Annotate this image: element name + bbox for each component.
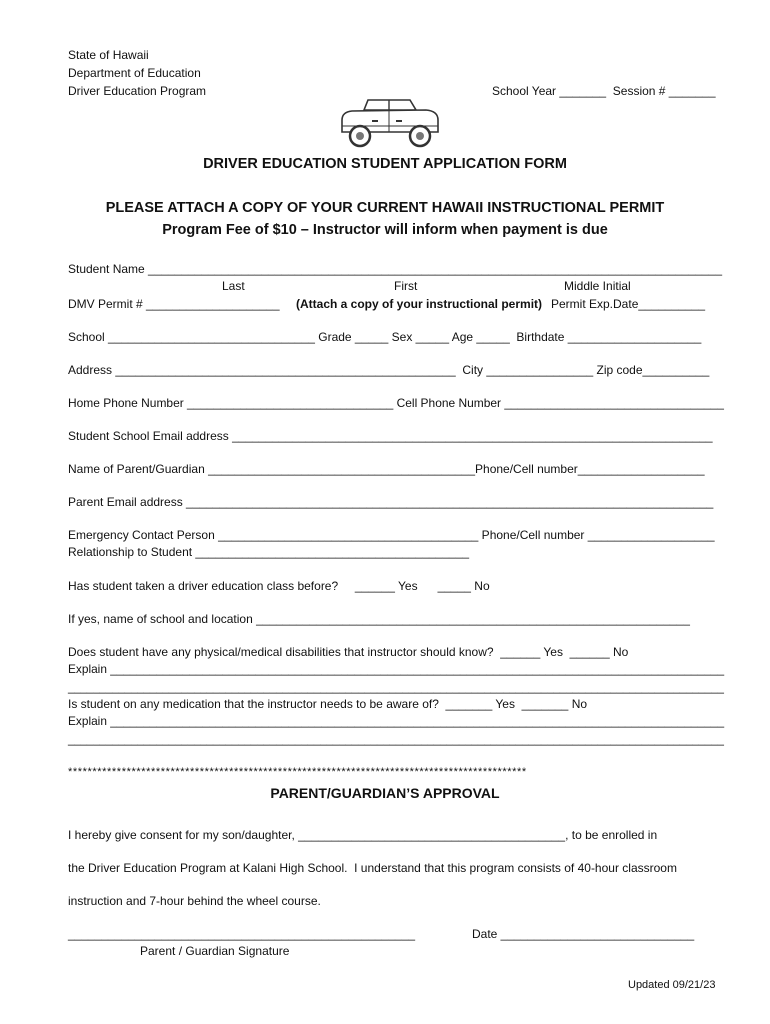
prior-class-question[interactable]: Has student taken a driver education class before? ______ Yes _____ No <box>68 579 490 593</box>
name-first-label: First <box>394 279 418 293</box>
dmv-permit-field[interactable]: DMV Permit # ____________________ <box>68 297 280 311</box>
permit-notice: PLEASE ATTACH A COPY OF YOUR CURRENT HAWAII INSTRUCTIONAL PERMIT <box>105 200 665 216</box>
parent-email-field[interactable]: Parent Email address _______________________________________________________________________________ <box>68 495 714 509</box>
signature-line[interactable]: ____________________________________________________ <box>68 927 416 941</box>
permit-exp-field[interactable]: Permit Exp.Date__________ <box>551 297 706 311</box>
header-state: State of Hawaii <box>68 48 149 62</box>
medication-explain-cont[interactable]: ________________________________________________________________________________________________________ <box>68 732 724 746</box>
consent-line-3: instruction and 7-hour behind the wheel course. <box>68 894 321 908</box>
disabilities-question[interactable]: Does student have any physical/medical disabilities that instructor should know? ______ Yes ______ No <box>68 645 629 659</box>
consent-line-2: the Driver Education Program at Kalani High School. I understand that this program consists of 40-hour classroom <box>68 861 677 875</box>
fee-notice: Program Fee of $10 – Instructor will inform when payment is due <box>162 222 608 238</box>
student-name-field[interactable]: Student Name ______________________________________________________________________________________ <box>68 262 722 276</box>
date-field[interactable]: Date _____________________________ <box>472 927 695 941</box>
medication-question[interactable]: Is student on any medication that the instructor needs to be aware of? _______ Yes _______ No <box>68 697 588 711</box>
approval-title: PARENT/GUARDIAN’S APPROVAL <box>270 785 500 801</box>
school-year-session[interactable]: School Year _______ Session # _______ <box>492 84 716 98</box>
student-email-field[interactable]: Student School Email address ________________________________________________________________________ <box>68 429 713 443</box>
name-middle-label: Middle Initial <box>564 279 631 293</box>
disabilities-explain-cont[interactable]: ________________________________________________________________________________________________________ <box>68 680 724 694</box>
disabilities-explain[interactable]: Explain _____________________________________________________________________________________________ <box>68 662 725 676</box>
prior-school-field[interactable]: If yes, name of school and location _________________________________________________________________ <box>68 612 690 626</box>
name-last-label: Last <box>222 279 245 293</box>
form-title: DRIVER EDUCATION STUDENT APPLICATION FORM <box>203 156 567 172</box>
emergency-contact-field[interactable]: Emergency Contact Person _______________________________________ Phone/Cell number ___________________ <box>68 528 715 542</box>
header-program: Driver Education Program <box>68 84 207 98</box>
parent-name-phone[interactable]: Name of Parent/Guardian ________________________________________Phone/Cell number___________________ <box>68 462 705 476</box>
address-city-zip[interactable]: Address ___________________________________________________ City ________________ Zip code__________ <box>68 363 710 377</box>
separator-line: ********************************************************************************************** <box>68 766 527 778</box>
phone-numbers[interactable]: Home Phone Number _______________________________ Cell Phone Number _________________________________ <box>68 396 724 410</box>
header-department: Department of Education <box>68 66 201 80</box>
car-icon <box>334 96 444 152</box>
dmv-attach-note: (Attach a copy of your instructional permit) <box>296 297 543 311</box>
signature-label: Parent / Guardian Signature <box>140 944 290 958</box>
medication-explain[interactable]: Explain _____________________________________________________________________________________________ <box>68 714 725 728</box>
school-grade-sex-age-birthdate[interactable]: School _______________________________ Grade _____ Sex _____ Age _____ Birthdate ____________________ <box>68 330 702 344</box>
updated-date: Updated 09/21/23 <box>628 979 716 991</box>
relationship-field[interactable]: Relationship to Student _________________________________________ <box>68 545 470 559</box>
consent-line-1[interactable]: I hereby give consent for my son/daughter, ________________________________________, to be enrolled in <box>68 828 658 842</box>
